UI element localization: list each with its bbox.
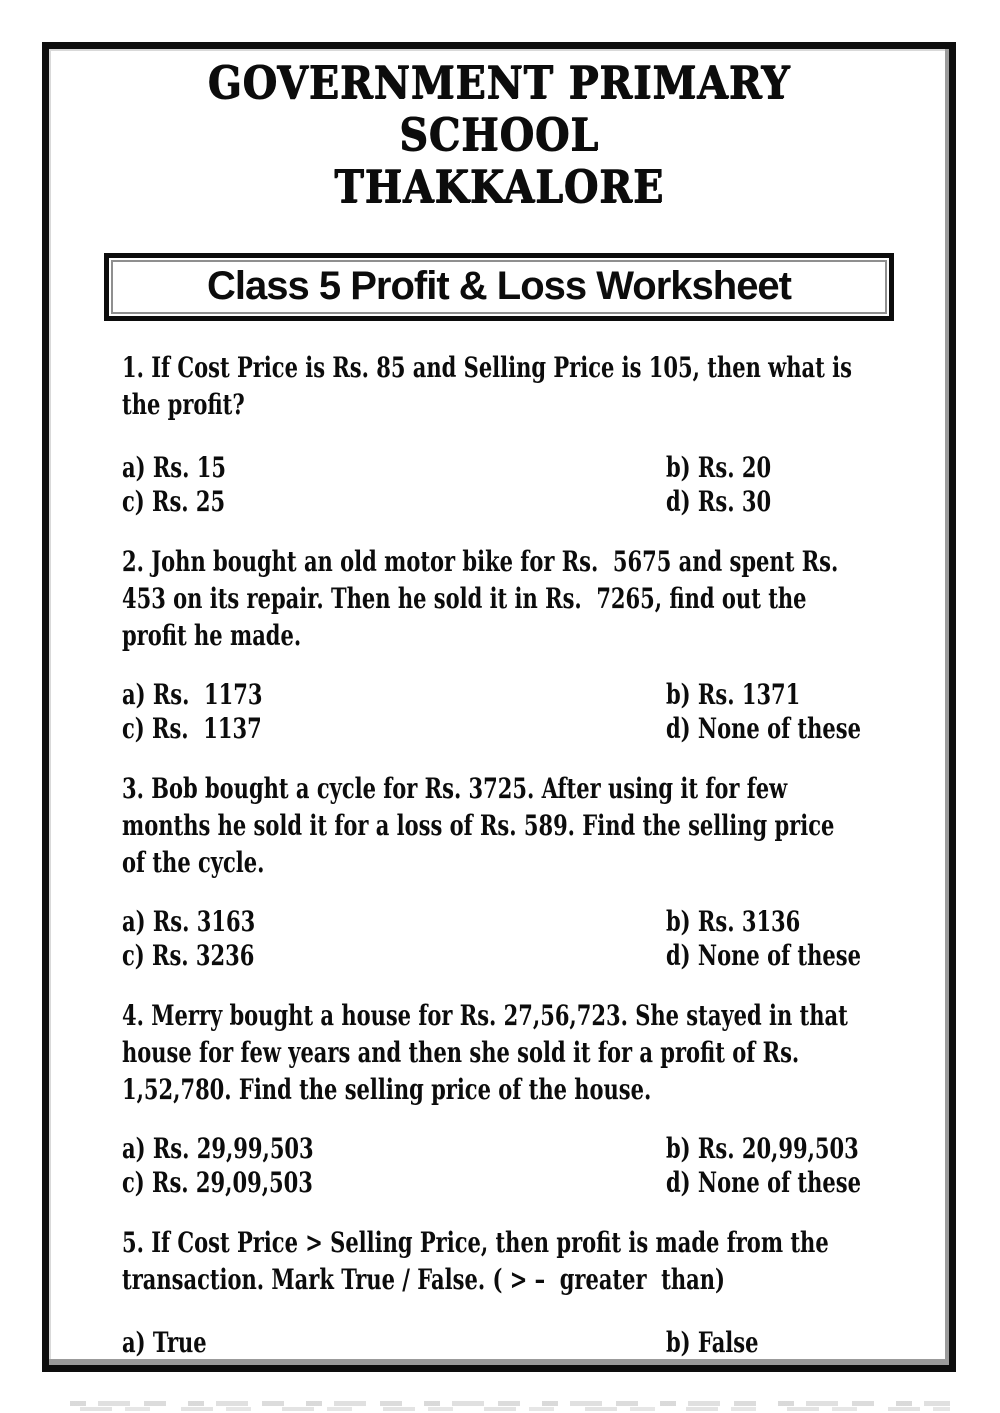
question-4	[122, 997, 919, 1200]
cut-off-next-page-text	[70, 1398, 950, 1411]
question-3-text-line: months he sold it for a loss of Rs. 589. Find the selling price	[122, 809, 835, 842]
question-2-option-c[interactable]: c) Rs. 1137	[122, 712, 262, 745]
question-2-option-a[interactable]: a) Rs. 1173	[122, 678, 263, 711]
question-5-options	[122, 1326, 919, 1360]
option-row	[122, 451, 919, 485]
question-4-text-line: 1,52,780. Find the selling price of the house.	[122, 1073, 652, 1106]
question-5-option-a[interactable]: a) True	[122, 1326, 207, 1359]
question-2-text-line: 453 on its repair. Then he sold it in Rs. 7265, find out the	[122, 582, 807, 615]
question-2-option-b[interactable]: b) Rs. 1371	[666, 678, 801, 711]
question-5-text-line: transaction. Mark True / False. ( > – greater than)	[122, 1263, 725, 1296]
school-name	[49, 57, 949, 213]
question-2-text-line: 2. John bought an old motor bike for Rs. 5675 and spent Rs.	[122, 545, 839, 578]
question-4-option-b[interactable]: b) Rs. 20,99,503	[666, 1132, 859, 1165]
cut-off-text-dashes	[70, 1401, 950, 1406]
question-3-option-a[interactable]: a) Rs. 3163	[122, 905, 256, 938]
question-2-text-line: profit he made.	[122, 619, 302, 652]
question-4-options	[122, 1132, 919, 1200]
cut-off-text-dashes	[70, 1407, 950, 1411]
option-row	[122, 712, 919, 746]
question-1-option-c[interactable]: c) Rs. 25	[122, 485, 226, 518]
question-4-option-d[interactable]: d) None of these	[666, 1166, 861, 1199]
option-row	[122, 1326, 919, 1360]
option-row	[122, 485, 919, 519]
question-3	[122, 770, 919, 973]
school-name-line2: THAKKALORE	[334, 160, 664, 213]
school-name-line1: GOVERNMENT PRIMARY SCHOOL	[207, 56, 791, 161]
question-1-text-line: 1. If Cost Price is Rs. 85 and Selling Price is 105, then what is	[122, 351, 852, 384]
questions-section	[49, 349, 949, 1360]
question-1-option-b[interactable]: b) Rs. 20	[666, 451, 772, 484]
question-3-options	[122, 905, 919, 973]
question-1-option-d[interactable]: d) Rs. 30	[666, 485, 772, 518]
question-3-text-line: of the cycle.	[122, 846, 265, 879]
question-3-option-b[interactable]: b) Rs. 3136	[666, 905, 801, 938]
question-1-text-line: the profit?	[122, 388, 245, 421]
question-1-option-a[interactable]: a) Rs. 15	[122, 451, 226, 484]
question-5-text-line: 5. If Cost Price > Selling Price, then profit is made from the	[122, 1226, 829, 1259]
question-3-option-d[interactable]: d) None of these	[666, 939, 861, 972]
question-5	[122, 1224, 919, 1360]
question-1	[122, 349, 919, 519]
worksheet-title-box	[104, 253, 894, 321]
question-1-options	[122, 451, 919, 519]
question-2-option-d[interactable]: d) None of these	[666, 712, 861, 745]
page-frame	[42, 42, 956, 1372]
question-4-text-line: 4. Merry bought a house for Rs. 27,56,723. She stayed in that	[122, 999, 848, 1032]
question-2-options	[122, 678, 919, 746]
question-4-option-a[interactable]: a) Rs. 29,99,503	[122, 1132, 314, 1165]
question-3-option-c[interactable]: c) Rs. 3236	[122, 939, 255, 972]
question-3-text-line: 3. Bob bought a cycle for Rs. 3725. After using it for few	[122, 772, 788, 805]
question-4-text-line: house for few years and then she sold it for a profit of Rs.	[122, 1036, 800, 1069]
option-row	[122, 905, 919, 939]
option-row	[122, 939, 919, 973]
question-5-option-b[interactable]: b) False	[666, 1326, 759, 1359]
worksheet-title: Class 5 Profit & Loss Worksheet	[111, 260, 887, 314]
option-row	[122, 678, 919, 712]
question-4-option-c[interactable]: c) Rs. 29,09,503	[122, 1166, 313, 1199]
option-row	[122, 1166, 919, 1200]
option-row	[122, 1132, 919, 1166]
question-2	[122, 543, 919, 746]
